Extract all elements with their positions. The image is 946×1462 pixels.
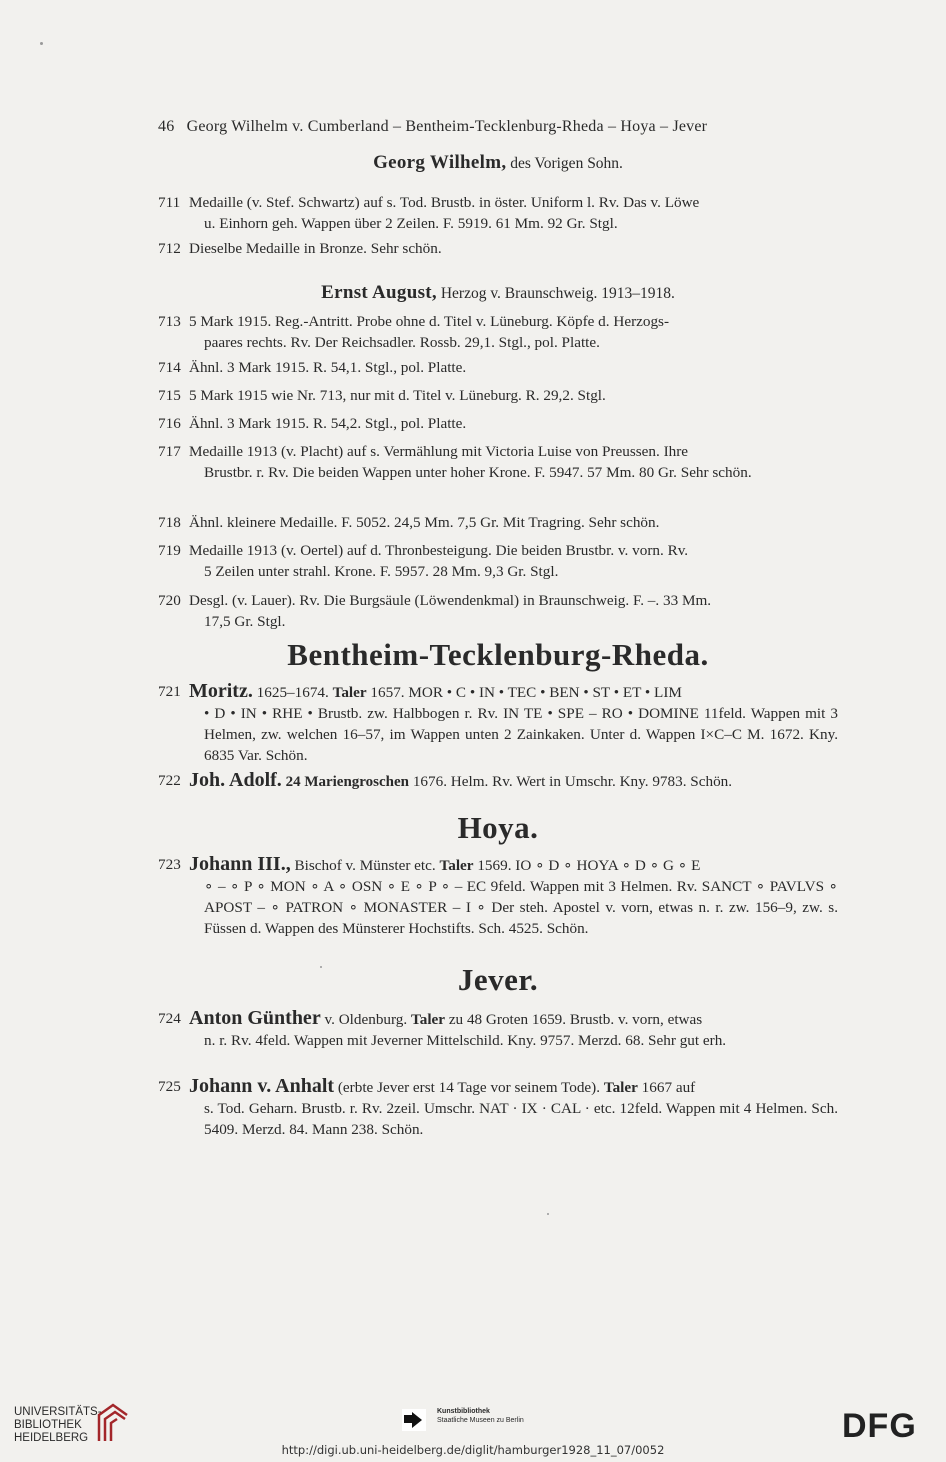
entry-number: 720 [158,592,181,609]
entry-number: 714 [158,359,181,376]
ruler-description: des Vorigen Sohn. [506,155,623,172]
running-header [158,118,808,136]
entry-text: Dieselbe Medaille in Bronze. Sehr schön. [189,240,442,257]
denomination: Taler [439,857,474,874]
catalog-entry-721 [158,681,838,766]
catalog-entry-712 [158,238,838,259]
catalog-entry-713 [158,311,838,353]
entry-text [158,770,838,793]
entry-line: 1569. IO ∘ D ∘ HOYA ∘ D ∘ G ∘ E [473,857,701,874]
entry-text: 5 Mark 1915. Reg.-Antritt. Probe ohne d. Titel v. Lüneburg. Köpfe d. Herzogs- [189,313,670,330]
catalog-entry-725 [158,1076,838,1140]
entry-text: Medaille 1913 (v. Oertel) auf d. Thronbesteigung. Die beiden Brustbr. v. vorn. Rv. [189,542,689,559]
entry-text [158,192,838,213]
entry-line: 1667 auf [637,1079,696,1096]
university-library-label[interactable] [14,1406,102,1445]
speck [547,1213,549,1215]
entry-continuation: 5 Zeilen unter strahl. Krone. F. 5957. 28 Mm. 9,3 Gr. Stgl. [204,563,559,580]
entry-continuation: • D • IN • RHE • Brustb. zw. Halbbogen r. Rv. IN TE • SPE – RO • DOMINE 11feld. Wappen mit 3 Helmen, zw. welchen 16–57, im Wappen unten 2 Zainkaken. Unter d. Wappen I×C–C M. 1672. Kny. 6835 Var. Schön. [204,705,838,764]
dfg-logo[interactable]: DFG [842,1407,917,1445]
ruler-name: Georg Wilhelm, [373,152,507,173]
entry-line: 1625–1674. [252,684,333,701]
library-name-line: HEIDELBERG [14,1432,89,1444]
library-name-line: BIBLIOTHEK [14,1419,82,1431]
entry-text [158,681,838,703]
entry-text: Medaille 1913 (v. Placht) auf s. Vermählung mit Victoria Luise von Preussen. Ihre [189,443,689,460]
kunstbibliothek-logo-icon [402,1409,426,1431]
ruler-name: Johann III., [189,853,291,875]
entry-text: Desgl. (v. Lauer). Rv. Die Burgsäule (Löwendenkmal) in Braunschweig. F. –. 33 Mm. [189,592,712,609]
denomination: Taler [410,1011,446,1028]
ruler-description: Herzog v. Braunschweig. 1913–1918. [436,285,675,302]
catalog-entry-723 [158,854,838,939]
ub-heidelberg-logo-icon [95,1401,131,1445]
entry-text [158,854,838,876]
entry-number: 719 [158,542,181,559]
entry-line: Medaille (v. Stef. Schwartz) auf s. Tod. Brustb. in öster. Uniform l. Rv. Das v. Löwe [189,194,700,211]
entry-line: (erbte Jever erst 14 Tage vor seinem Tode). [334,1079,604,1096]
entry-number: 722 [158,772,181,789]
library-name-line: UNIVERSITÄTS- [14,1406,102,1418]
entry-line: Bischof v. Münster etc. [290,857,440,874]
section-title: Jever. [457,962,539,997]
section-heading-ernst-august [158,282,838,304]
section-title: Hoya. [457,810,539,845]
catalog-entry-720 [158,590,838,632]
speck [40,42,43,45]
catalog-entry-722 [158,770,838,793]
ruler-name: Ernst August, [321,282,437,303]
catalog-entry-724 [158,1008,838,1051]
entry-continuation: Brustbr. r. Rv. Die beiden Wappen unter hoher Krone. F. 5947. 57 Mm. 80 Gr. Sehr schön. [204,464,752,481]
catalog-entry-714 [158,357,838,378]
section-heading-jever [158,962,838,998]
entry-number: 724 [158,1010,181,1027]
entry-line: 1676. Helm. Rv. Wert in Umschr. Kny. 9783. Schön. [409,773,733,790]
entry-line: 1657. MOR • C • IN • TEC • BEN • ST • ET • LIM [366,684,682,701]
entry-number: 712 [158,240,181,257]
denomination: Taler [603,1079,638,1096]
denomination: Taler [332,684,367,701]
entry-number: 718 [158,514,181,531]
catalog-entry-717 [158,441,838,483]
kb-subtitle: Staatliche Museen zu Berlin [437,1417,524,1424]
catalog-entry-719 [158,540,838,582]
entry-number: 721 [158,683,181,700]
page-number: 46 [158,118,175,135]
entry-number: 717 [158,443,181,460]
entry-continuation: 17,5 Gr. Stgl. [204,613,286,630]
entry-continuation: u. Einhorn geh. Wappen über 2 Zeilen. F. 5919. 61 Mm. 92 Gr. Stgl. [204,215,618,232]
entry-text [158,1008,838,1030]
entry-line: zu 48 Groten 1659. Brustb. v. vorn, etwas [445,1011,703,1028]
ruler-name: Moritz. [189,680,253,702]
entry-continuation: ∘ – ∘ P ∘ MON ∘ A ∘ OSN ∘ E ∘ P ∘ – EC 9feld. Wappen mit 3 Helmen. Rv. SANCT ∘ PAVLVS ∘ APOST – ∘ PATRON ∘ MONASTER – I ∘ Der steh. Apostel v. vorn, etwas n. r. zw. 156–9, zw. s. Füssen d. Wappen des Münsterer Hochstifts. Sch. 4525. Schön. [204,878,838,937]
entry-continuation: s. Tod. Geharn. Brustb. r. Rv. 2zeil. Umschr. NAT · IX · CAL · etc. 12feld. Wappen mit 4 Helmen. Sch. 5409. Merzd. 84. Mann 238. Schön. [204,1100,838,1138]
section-heading-hoya [158,810,838,846]
entry-continuation: paares rechts. Rv. Der Reichsadler. Rossb. 29,1. Stgl., pol. Platte. [204,334,600,351]
kb-title: Kunstbibliothek [437,1408,490,1415]
ruler-name: Anton Günther [189,1007,321,1029]
entry-number: 711 [158,194,181,211]
entry-text: Ähnl. 3 Mark 1915. R. 54,2. Stgl., pol. Platte. [189,415,467,432]
entry-number: 725 [158,1078,181,1095]
section-heading-bentheim [158,637,838,673]
entry-line: v. Oldenburg. [320,1011,411,1028]
kunstbibliothek-label[interactable] [437,1407,524,1425]
catalog-entry-715 [158,385,838,406]
entry-text: Ähnl. 3 Mark 1915. R. 54,1. Stgl., pol. Platte. [189,359,467,376]
running-title: Georg Wilhelm v. Cumberland – Bentheim-Tecklenburg-Rheda – Hoya – Jever [186,118,708,135]
ruler-name: Johann v. Anhalt [189,1075,335,1097]
entry-number: 723 [158,856,181,873]
digitization-footer [0,1395,946,1462]
entry-number: 713 [158,313,181,330]
ruler-name: Joh. Adolf. [189,769,282,791]
entry-text [158,1076,838,1098]
catalog-entry-716 [158,413,838,434]
source-url-link[interactable]: http://digi.ub.uni-heidelberg.de/diglit/hamburger1928_11_07/0052 [281,1443,665,1457]
entry-text: 5 Mark 1915 wie Nr. 713, nur mit d. Titel v. Lüneburg. R. 29,2. Stgl. [189,387,606,404]
catalog-entry-711 [158,192,838,234]
denomination: 24 Mariengroschen [281,774,410,790]
section-heading-georg-wilhelm [158,152,838,174]
entry-number: 715 [158,387,181,404]
section-title: Bentheim-Tecklenburg-Rheda. [287,637,709,672]
entry-number: 716 [158,415,181,432]
catalog-entry-718 [158,512,838,533]
entry-continuation: n. r. Rv. 4feld. Wappen mit Jeverner Mittelschild. Kny. 9757. Merzd. 68. Sehr gut erh. [204,1032,727,1049]
entry-text: Ähnl. kleinere Medaille. F. 5052. 24,5 Mm. 7,5 Gr. Mit Tragring. Sehr schön. [189,514,660,531]
